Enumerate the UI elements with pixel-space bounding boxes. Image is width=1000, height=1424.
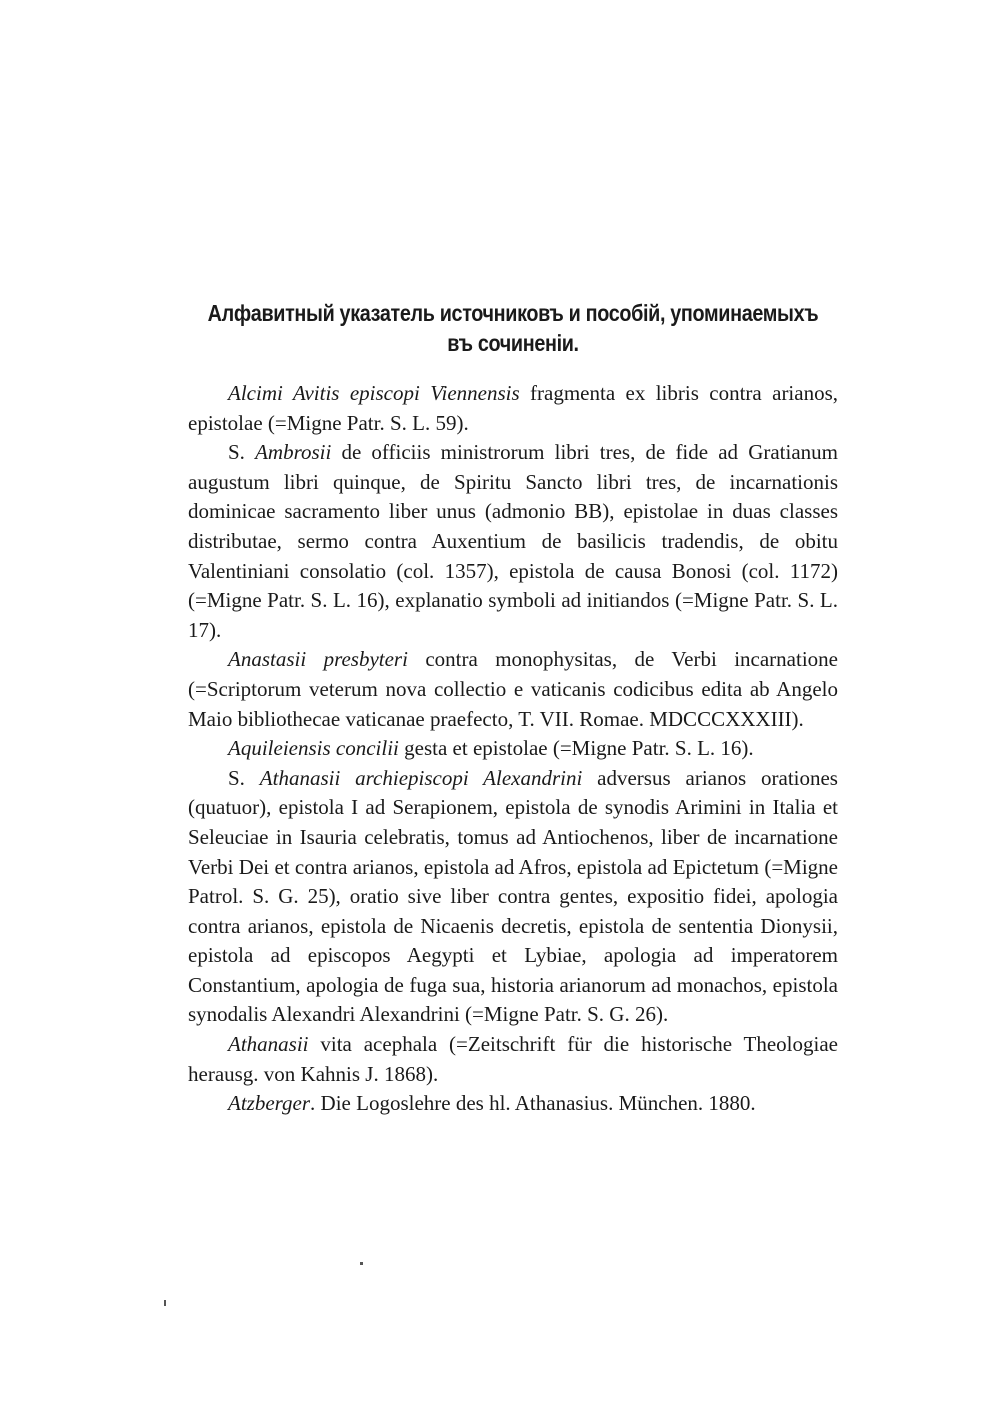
- entry-author: Athanasii archiepiscopi Alexandrini: [259, 765, 583, 790]
- scan-speck: [360, 1262, 363, 1265]
- entry-author: Atzberger: [228, 1091, 311, 1116]
- bibliography-entry: [188, 438, 838, 645]
- heading-line-1: Алфавитный указатель источниковъ и пособій, упоминаемыхъ: [207, 300, 819, 326]
- bibliography-entry: [188, 1089, 838, 1119]
- bibliography-entry: [188, 645, 838, 734]
- entry-author: Ambrosii: [255, 440, 332, 465]
- entry-text: vita acephala (=Zeitschrift für die historische Theologiae herausg. von Kahnis J. 1868).: [188, 1032, 838, 1086]
- entry-author: Athanasii: [228, 1032, 309, 1057]
- bibliography-entry: [188, 1030, 838, 1089]
- scan-speck: [164, 1300, 166, 1306]
- entry-text: de officiis ministrorum libri tres, de fide ad Gratianum augustum libri quinque, de Spiritu Sancto libri tres, de incarnationis dominicae sacramento liber unus (admonio BB), epistolae in duas classes distributae, sermo contra Auxentium de basilicis tradendis, de obitu Valentiniani consolatio (col. 1357), epistola de causa Bonosi (col. 1172) (=Migne Patr. S. L. 16), explanatio symboli ad initiandos (=Migne Patr. S. L. 17).: [188, 440, 838, 642]
- entry-author: Anastasii presbyteri: [228, 647, 408, 672]
- entry-text: fragmenta ex libris contra arianos, epistolae (=Migne Patr. S. L. 59).: [188, 381, 839, 435]
- entry-author: Alcimi Avitis episcopi Viennensis: [228, 381, 520, 405]
- entry-text: . Die Logoslehre des hl. Athanasius. München. 1880.: [310, 1091, 756, 1116]
- index-heading: [188, 298, 838, 358]
- entry-prefix: S.: [228, 765, 260, 790]
- bibliography-entry: [188, 379, 838, 438]
- entry-author: Aquileiensis concilii: [228, 736, 399, 761]
- heading-line-2: въ сочиненіи.: [447, 330, 579, 356]
- document-page: [188, 298, 838, 1119]
- entry-prefix: S.: [228, 440, 256, 465]
- bibliography-list: [188, 379, 838, 1119]
- entry-text: adversus arianos orationes (quatuor), epistola I ad Serapionem, epistola de synodis Arimini in Italia et Seleuciae in Isauria celebratis, tomus ad Antiochenos, liber de incarnatione Verbi Dei et contra arianos, epistola ad Afros, epistola ad Epictetum (=Migne Patrol. S. G. 25), oratio sive liber contra gentes, expositio fidei, apologia contra arianos, epistola de Nicaenis decretis, epistola de sententia Dionysii, epistola ad episcopos Aegypti et Lybiae, apologia ad imperatorem Constantium, apologia de fuga sua, historia arianorum ad monachos, epistola synodalis Alexandri Alexandrini (=Migne Patr. S. G. 26).: [188, 765, 838, 1027]
- bibliography-entry: [188, 734, 838, 764]
- entry-text: contra monophysitas, de Verbi incarnatione (=Scriptorum veterum nova collectio e vaticanis codicibus edita ab Angelo Maio bibliothecae vaticanae praefecto, T. VII. Romae. MDCCCXXXIII).: [188, 647, 838, 731]
- bibliography-entry: [188, 764, 838, 1030]
- entry-text: gesta et epistolae (=Migne Patr. S. L. 16).: [398, 736, 754, 761]
